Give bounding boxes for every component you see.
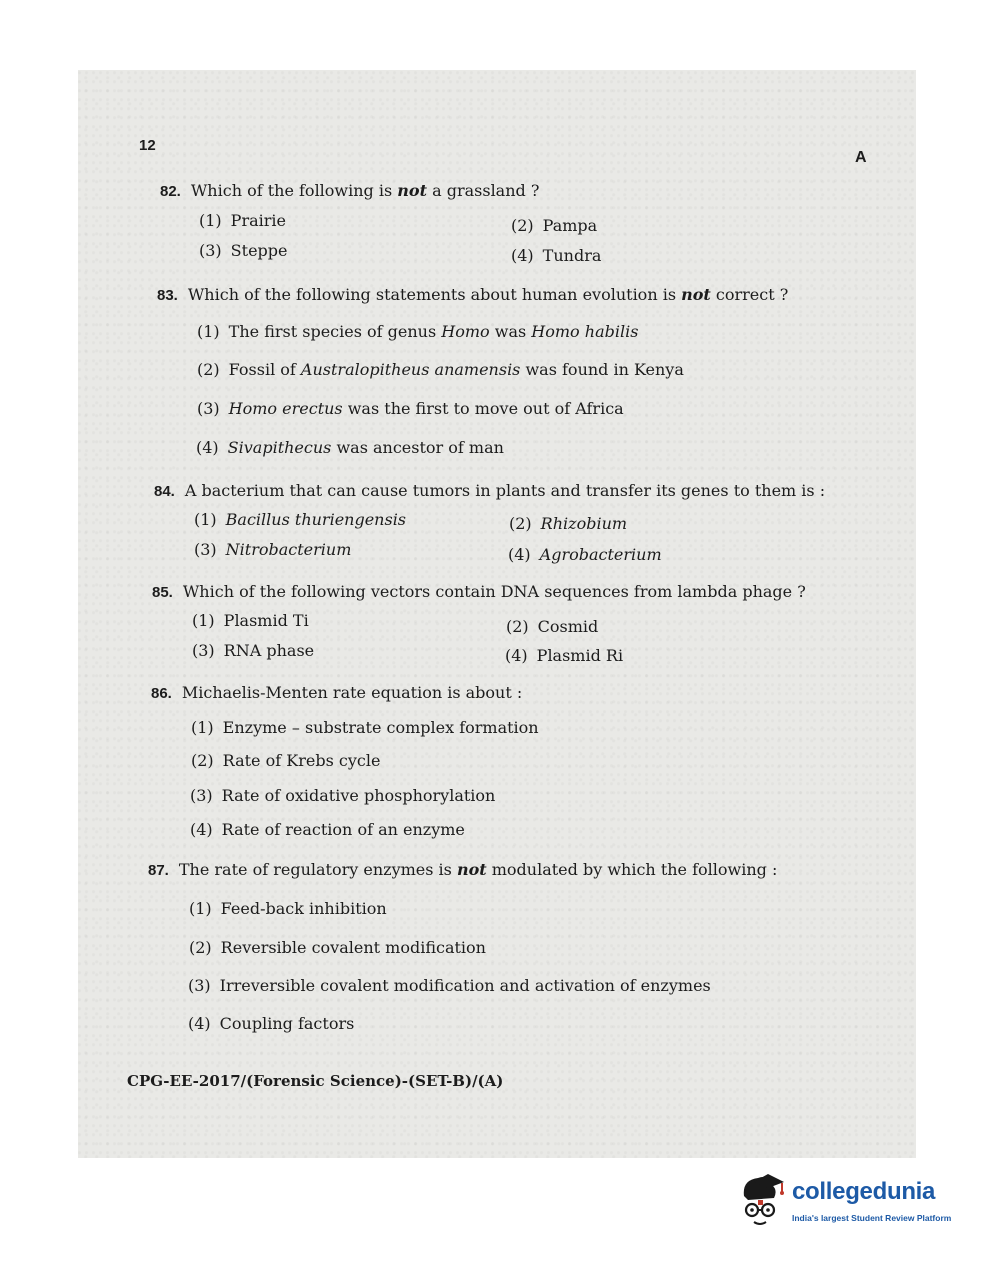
option-85-1: (1) Plasmid Ti bbox=[192, 611, 309, 630]
option-87-1: (1) Feed-back inhibition bbox=[189, 899, 387, 918]
option-86-3: (3) Rate of oxidative phosphorylation bbox=[190, 786, 496, 805]
exam-code-footer: CPG-EE-2017/(Forensic Science)-(SET-B)/(A) bbox=[127, 1072, 504, 1090]
option-85-2: (2) Cosmid bbox=[506, 617, 599, 636]
question-85: 85. Which of the following vectors contain DNA sequences from lambda phage ? bbox=[152, 582, 806, 601]
option-82-3: (3) Steppe bbox=[199, 241, 288, 260]
question-83: 83. Which of the following statements about human evolution is not correct ? bbox=[157, 285, 789, 304]
option-87-4: (4) Coupling factors bbox=[188, 1014, 355, 1033]
option-82-4: (4) Tundra bbox=[511, 246, 602, 265]
question-84: 84. A bacterium that can cause tumors in plants and transfer its genes to them is : bbox=[154, 481, 826, 500]
option-86-2: (2) Rate of Krebs cycle bbox=[191, 751, 381, 770]
option-84-2: (2) Rhizobium bbox=[509, 514, 628, 533]
option-85-3: (3) RNA phase bbox=[192, 641, 315, 660]
brand-tagline: India's largest Student Review Platform bbox=[792, 1213, 952, 1223]
option-82-2: (2) Pampa bbox=[511, 216, 598, 235]
option-82-1: (1) Prairie bbox=[199, 211, 286, 230]
option-84-4: (4) Agrobacterium bbox=[508, 545, 662, 564]
option-84-1: (1) Bacillus thuriengensis bbox=[194, 510, 407, 529]
option-86-1: (1) Enzyme – substrate complex formation bbox=[191, 718, 539, 737]
question-86: 86. Michaelis-Menten rate equation is about : bbox=[151, 683, 523, 702]
option-87-2: (2) Reversible covalent modification bbox=[189, 938, 486, 957]
brand-logo[interactable] bbox=[738, 1172, 968, 1234]
option-83-1: (1) The first species of genus Homo was Homo habilis bbox=[197, 322, 639, 341]
option-86-4: (4) Rate of reaction of an enzyme bbox=[190, 820, 465, 839]
option-83-2: (2) Fossil of Australopitheus anamensis was found in Kenya bbox=[197, 360, 684, 379]
mascot-icon bbox=[738, 1172, 790, 1234]
option-85-4: (4) Plasmid Ri bbox=[505, 646, 624, 665]
option-83-4: (4) Sivapithecus was ancestor of man bbox=[196, 438, 504, 457]
option-87-3: (3) Irreversible covalent modification and activation of enzymes bbox=[188, 976, 711, 995]
page-number: 12 bbox=[139, 137, 156, 154]
option-83-3: (3) Homo erectus was the first to move out of Africa bbox=[197, 399, 624, 418]
option-84-3: (3) Nitrobacterium bbox=[194, 540, 352, 559]
question-82: 82. Which of the following is not a grassland ? bbox=[160, 181, 540, 200]
set-label: A bbox=[855, 149, 867, 166]
question-87: 87. The rate of regulatory enzymes is not modulated by which the following : bbox=[148, 860, 778, 879]
brand-name: collegedunia bbox=[792, 1178, 936, 1205]
